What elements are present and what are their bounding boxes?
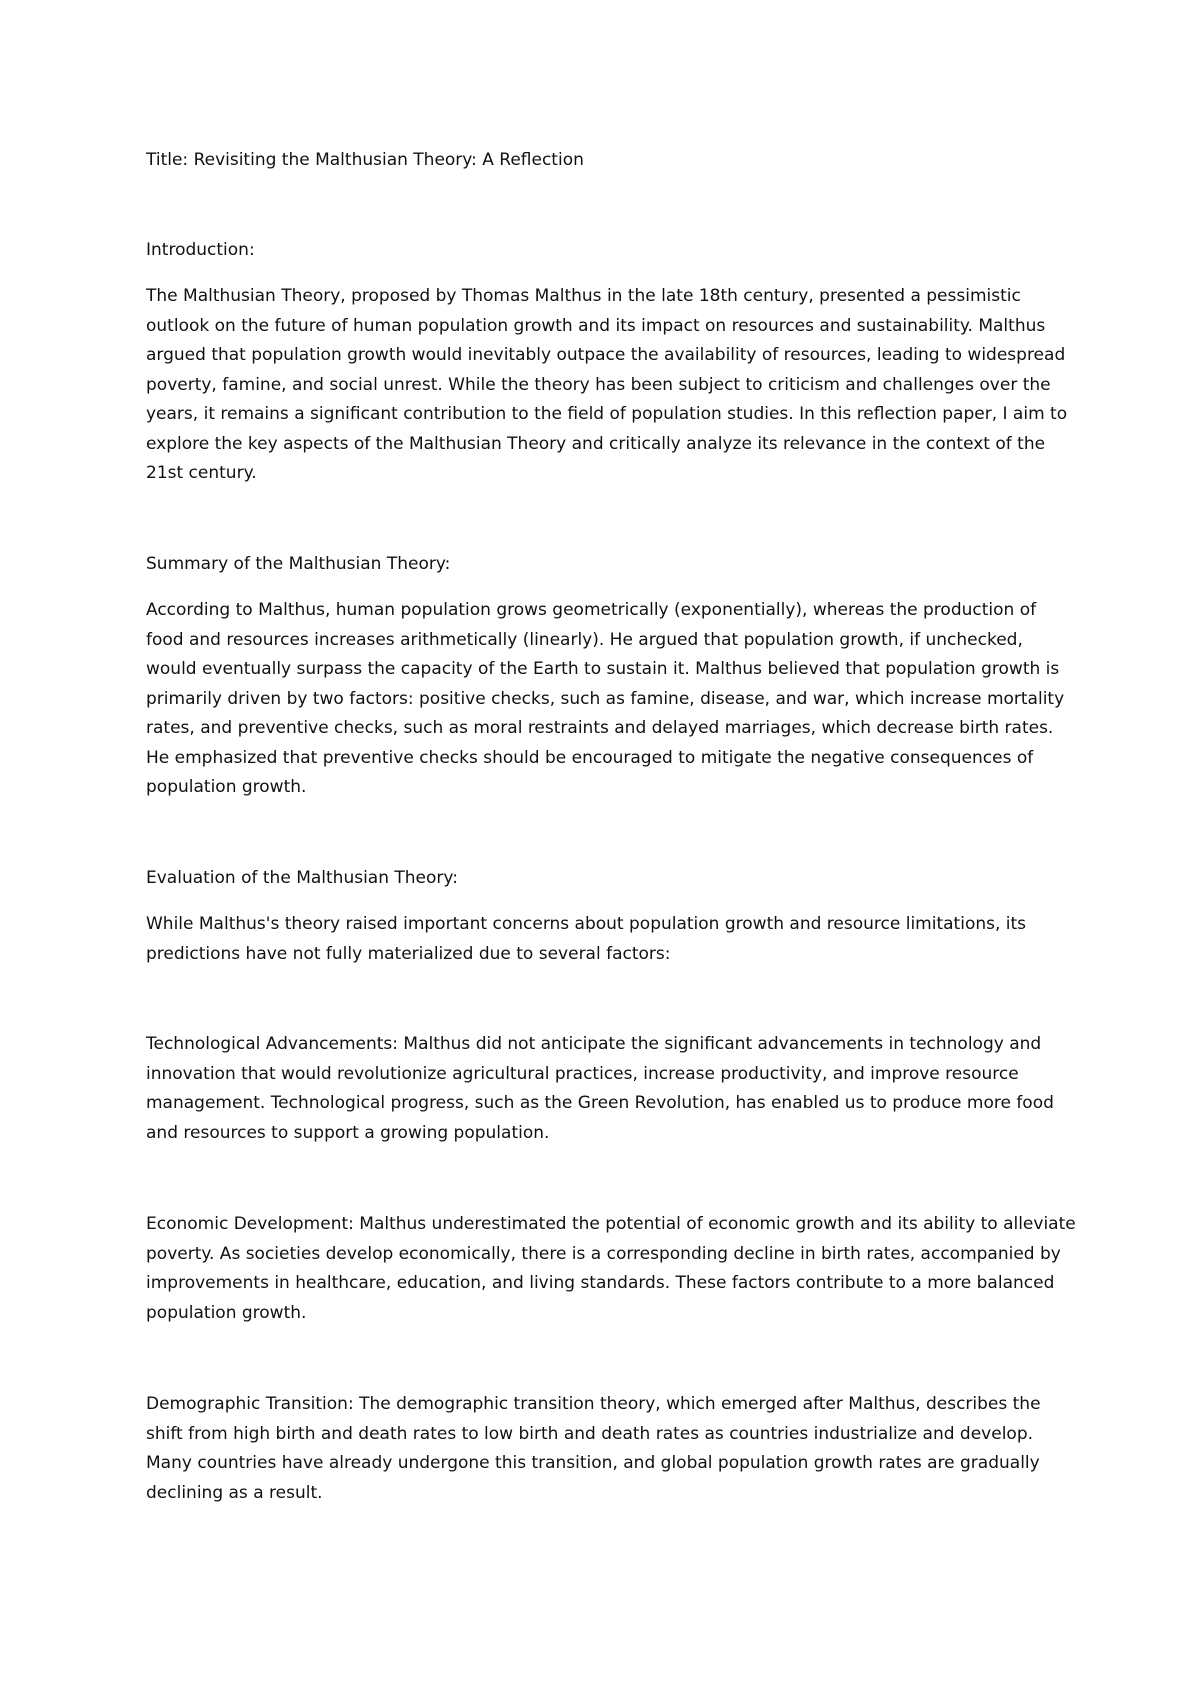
introduction-heading: Introduction:: [146, 240, 255, 260]
document-title: Title: Revisiting the Malthusian Theory: A Reflection: [146, 150, 584, 170]
evaluation-heading: Evaluation of the Malthusian Theory:: [146, 868, 458, 888]
evaluation-paragraph: While Malthus's theory raised important concerns about population growth and resource limitations, its predictions have not fully materialized due to several factors:: [146, 914, 1027, 964]
introduction-paragraph: The Malthusian Theory, proposed by Thomas Malthus in the late 18th century, presented a pessimistic outlook on the future of human population growth and its impact on resources and sustainability. Malthus argued that population growth would inevitably outpace the availability of resources, leading to widespread poverty, famine, and social unrest. While the theory has been subject to criticism and challenges over the years, it remains a significant contribution to the field of population studies. In this reflection paper, I aim to explore the key aspects of the Malthusian Theory and critically analyze its relevance in the context of the 21st century.: [146, 286, 1068, 483]
demographic-transition-paragraph: Demographic Transition: The demographic transition theory, which emerged after Malthus, describes the shift from high birth and death rates to low birth and death rates as countries industrialize and develop. Many countries have already undergone this transition, and global population growth rates are gradually declining as a result.: [146, 1394, 1041, 1503]
summary-paragraph: According to Malthus, human population grows geometrically (exponentially), whereas the production of food and resources increases arithmetically (linearly). He argued that population growth, if unchecked, would eventually surpass the capacity of the Earth to sustain it. Malthus believed that population growth is primarily driven by two factors: positive checks, such as famine, disease, and war, which increase mortality rates, and preventive checks, such as moral restraints and delayed marriages, which decrease birth rates. He emphasized that preventive checks should be encouraged to mitigate the negative consequences of population growth.: [146, 600, 1065, 797]
economic-development-paragraph: Economic Development: Malthus underestimated the potential of economic growth and its ability to alleviate poverty. As societies develop economically, there is a corresponding decline in birth rates, accompanied by improvements in healthcare, education, and living standards. These factors contribute to a more balanced population growth.: [146, 1214, 1076, 1323]
summary-heading: Summary of the Malthusian Theory:: [146, 554, 451, 574]
technological-advancements-paragraph: Technological Advancements: Malthus did not anticipate the significant advancements in technology and innovation that would revolutionize agricultural practices, increase productivity, and improve resource management. Technological progress, such as the Green Revolution, has enabled us to produce more food and resources to support a growing population.: [146, 1034, 1054, 1143]
